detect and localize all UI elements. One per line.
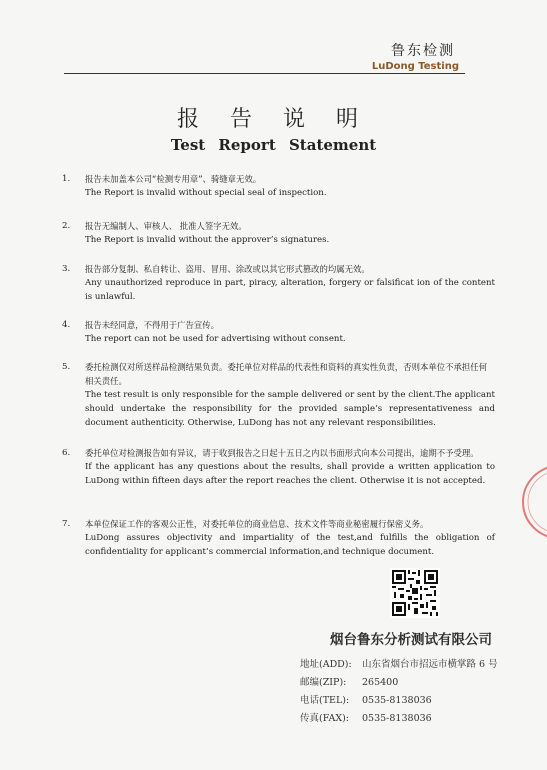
statement-item-5 (62, 360, 495, 430)
item-text-en: Any unauthorized reproduce in part, piracy, alteration, forgery or falsificat ion of the content is unlawful. (85, 278, 495, 302)
statement-item-7 (62, 517, 495, 559)
contact-label: 地址(ADD): (300, 659, 352, 670)
page-title-en: Test Report Statement (170, 136, 377, 154)
item-number: 2. (62, 221, 71, 231)
item-text-cn: 报告未经同意，不得用于广告宣传。 (85, 320, 219, 330)
contact-address (300, 656, 498, 670)
contact-label: 邮编(ZIP): (300, 677, 347, 688)
item-number: 1. (62, 174, 71, 184)
contact-value: 0535-8138036 (362, 695, 432, 706)
contact-label: 传真(FAX): (300, 713, 350, 724)
contact-value: 山东省烟台市招远市横掌路 6 号 (362, 659, 498, 670)
item-number: 6. (62, 448, 71, 458)
contact-tel (300, 692, 432, 706)
item-text-cn: 报告无编制人、审核人、 批准人签字无效。 (85, 221, 247, 231)
item-number: 7. (62, 519, 71, 529)
statement-item-4 (62, 318, 495, 346)
header-divider (64, 73, 465, 74)
seal-stamp-icon (513, 462, 547, 542)
item-text-cn: 委托单位对检测报告如有异议，请于收到报告之日起十五日之内以书面形式向本公司提出，逾期不予受理。 (85, 448, 479, 458)
item-text-en: If the applicant has any questions about the results, shall provide a written application to LuDong within fifteen days after the report reaches the client. Otherwise it is not accepted. (85, 462, 495, 486)
item-text-en: The Report is invalid without the approver’s signatures. (85, 235, 330, 245)
qr-code-icon (390, 568, 440, 618)
item-number: 3. (62, 264, 71, 274)
statement-item-1 (62, 172, 495, 200)
page-title-cn: 报 告 说 明 (177, 107, 370, 132)
contact-value: 265400 (362, 677, 399, 688)
company-name: 烟台鲁东分析测试有限公司 (330, 632, 492, 648)
item-text-en: The Report is invalid without special seal of inspection. (85, 188, 327, 198)
item-text-cn: 报告部分复制、私自转让、盗用、冒用、涂改或以其它形式篡改的均属无效。 (85, 264, 370, 274)
item-text-cn: 委托检测仅对所送样品检测结果负责。委托单位对样品的代表性和资料的真实性负责，否则本单位不承担任何相关责任。 (85, 362, 487, 386)
item-text-cn: 报告未加盖本公司“检测专用章”、骑缝章无效。 (85, 174, 262, 184)
statement-item-3 (62, 262, 495, 304)
statement-item-6 (62, 446, 495, 488)
item-number: 4. (62, 320, 71, 330)
contact-zip (300, 674, 398, 688)
contact-value: 0535-8138036 (362, 713, 432, 724)
item-text-en: The test result is only responsible for the sample delivered or sent by the client.The applicant should undertake the responsibility for the provided sample’s representativeness and document authenticity. Otherwise, LuDong has not any relevant responsibilities. (85, 390, 495, 428)
item-text-cn: 本单位保证工作的客观公正性，对委托单位的商业信息、技术文件等商业秘密履行保密义务。 (85, 519, 429, 529)
contact-fax (300, 710, 432, 724)
statement-item-2 (62, 219, 495, 247)
brand-name-en: LuDong Testing (371, 61, 459, 72)
item-text-en: LuDong assures objectivity and impartiality of the test,and fulfills the obligation of confidentiality for applicant’s commercial information,and technique document. (85, 533, 495, 557)
brand-name-cn: 鲁东检测 (391, 43, 455, 59)
item-number: 5. (62, 362, 71, 372)
item-text-en: The report can not be used for advertising without consent. (85, 334, 346, 344)
contact-label: 电话(TEL): (300, 695, 350, 706)
